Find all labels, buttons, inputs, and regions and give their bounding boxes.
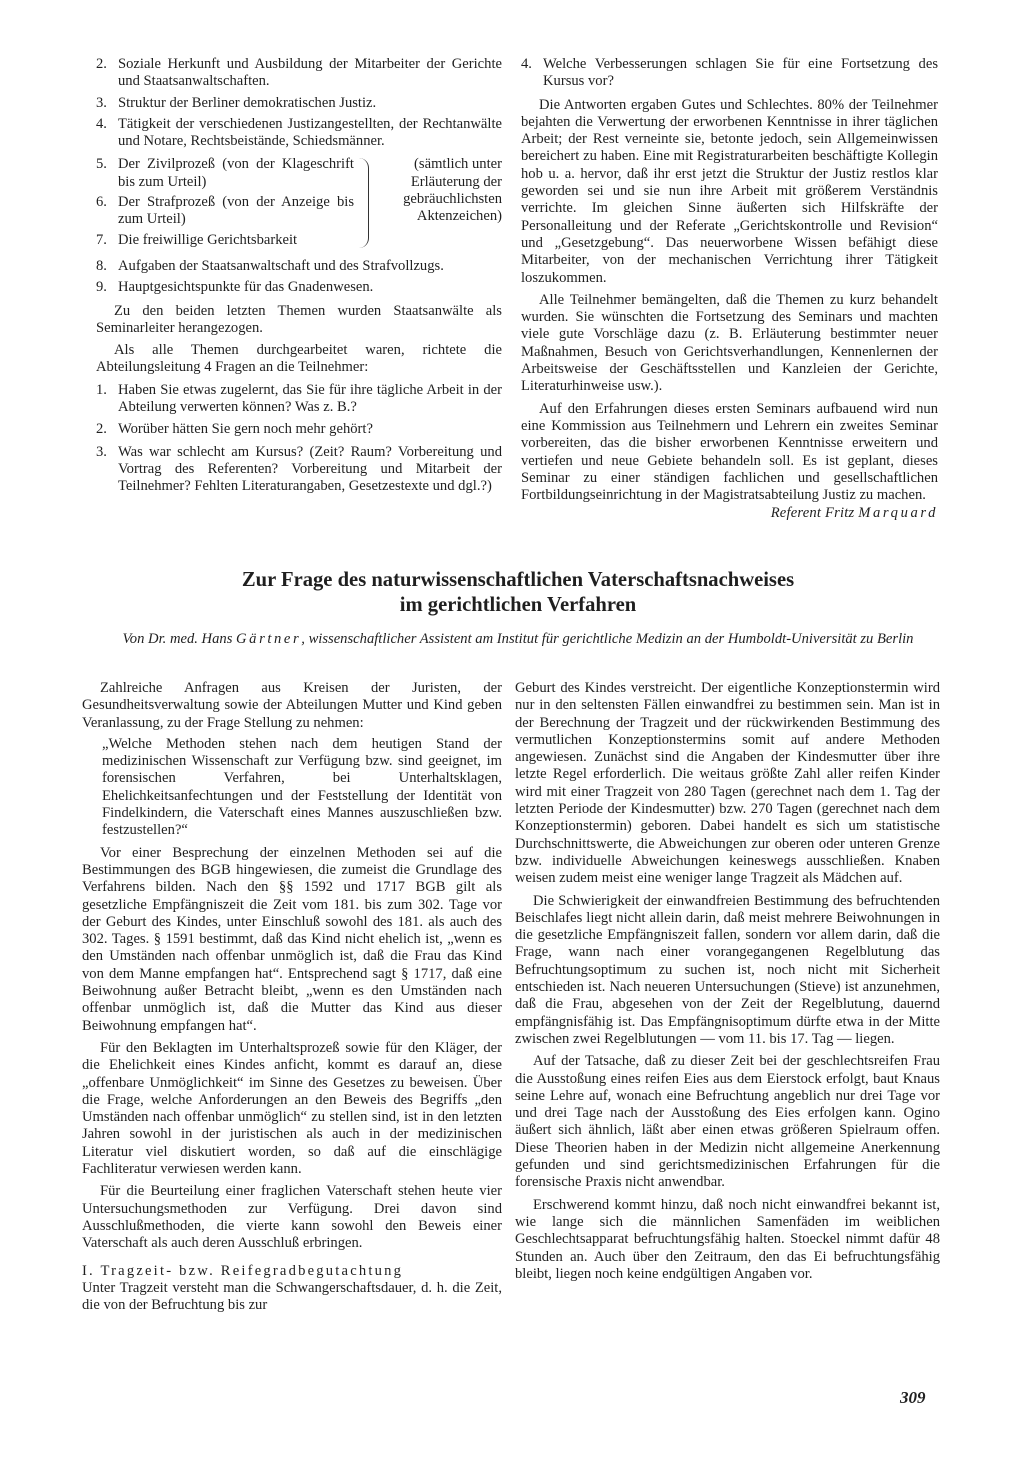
list-item: 6. Der Strafprozeß (von der Anzeige bis zum Urteil) (96, 194, 354, 228)
paragraph: Erschwerend kommt hinzu, daß noch nicht einwandfrei bekannt ist, wie lange sich die männlichen Samenfäden im weiblichen Geschlechtsapparat befruchtungsfähig halten. Stoeckel nimmt dafür 48 Stunden an. Auch über den Zeitraum, den das Ei befruchtungsfähig bleibt, liegen noch keine endgültigen Angaben vor. (515, 1196, 940, 1282)
bracket-items (96, 156, 354, 251)
list-item: 2. Soziale Herkunft und Ausbildung der Mitarbeiter der Gerichte und Staatsanwaltschaften. (96, 56, 502, 90)
paragraph: Als alle Themen durchgearbeitet waren, richtete die Abteilungsleitung 4 Fragen an die Teilnehmer: (96, 342, 502, 376)
article-left-column (82, 680, 502, 1314)
bracket-note: (sämtlich unter Erläuterung der gebräuchlichsten Aktenzeichen) (403, 156, 502, 225)
list-item: 1. Haben Sie etwas zugelernt, das Sie für ihre tägliche Arbeit in der Abteilung verwerten können? Was z. B.? (96, 381, 502, 416)
question-list (96, 382, 502, 496)
topic-list (96, 56, 502, 150)
curly-brace (354, 158, 369, 247)
paragraph: Vor einer Besprechung der einzelnen Methoden sei auf die Bestimmungen des BGB hingewiesen, die zumeist die Grundlage des Verfahrens bilden. Nach den §§ 1592 und 1717 BGB gilt als gesetzliche Empfängniszeit die Zeit vom 181. bis zum 302. Tage vor der Geburt des Kindes, unter Einschluß sowohl des 181. als auch des 302. Tages. § 1591 bestimmt, daß das Kind nicht ehelich ist, „wenn es den Umständen nach offenbar unmöglich ist, daß die Frau das Kind von dem Manne empfangen hat“. Entsprechend sagt § 1717, daß eine Beiwohnung außer Betracht bleibt, „wenn es den Umständen nach offenbar unmöglich ist, daß die Mutter das Kind aus dieser Beiwohnung empfangen hat“. (82, 844, 502, 1034)
page-number: 309 (900, 1388, 926, 1407)
list-item: 5. Der Zivilprozeß (von der Klageschrift bis zum Urteil) (96, 156, 354, 190)
list-item: 7. Die freiwillige Gerichtsbarkeit (96, 231, 298, 248)
list-item: 3. Struktur der Berliner demokratischen Justiz. (96, 94, 377, 111)
list-item: 9. Hauptgesichtspunkte für das Gnadenwesen. (96, 279, 374, 296)
paragraph: Die Antworten ergaben Gutes und Schlechtes. 80% der Teilnehmer bejahten die Verwertung der erworbenen Kenntnisse in ihrer täglichen Arbeit; der Rest verneinte sie, betonte jedoch, sein Allgemeinwissen bereichert zu haben. Eine mit Registraturarbeiten beschäftigte Kollegin hob u. a. hervor, daß ihr erst jetzt die Struktur der Justiz restlos klar geworden sei und sie nun ihre Arbeit mit größerem Verständnis verrichte. Im gleichen Sinne äußerten sich Hilfskräfte der Personalleitung und der Referate „Gerichtskontrolle und Revision“ und „Gesetzgebung“. Das neuerworbene Wissen befähigt diese Mitarbeiter, von der mechanischen Verrichtung ihrer Tätigkeit loszukommen. (521, 96, 938, 286)
block-quote: „Welche Methoden stehen nach dem heutigen Stand der medizinischen Wissenschaft zur Verfügung bzw. sind geeignet, im forensischen Verfahren, bei Unterhaltsklagen, Ehelichkeitsanfechtungen und der Feststellung der Identität von Findelkindern, die Vaterschaft eines Mannes auszuschließen bzw. festzustellen?“ (102, 735, 502, 839)
paragraph: Zahlreiche Anfragen aus Kreisen der Juristen, der Gesundheitsverwaltung sowie der Abteilungen Mutter und Kind geben Veranlassung, zu der Frage Stellung zu nehmen: (82, 680, 502, 731)
paragraph: Auf der Tatsache, daß zu dieser Zeit bei der geschlechtsreifen Frau die Ausstoßung eines reifen Eies aus dem Eierstock erfolgt, baut Knaus seine Lehre auf, wonach eine Befruchtung angeblich nur drei Tage vor und drei Tage nach der Ausstoßung des Eies erfolgen kann. Ogino äußert sich ähnlich, läßt aber einen etwas größeren Spielraum offen. Diese Theorien haben in der Medizin nicht allgemeine Anerkennung gefunden und sind gerichtsmedizinischen Erfahrungen für die forensische Praxis nicht anwendbar. (515, 1053, 940, 1191)
paragraph: Zu den beiden letzten Themen wurden Staatsanwälte als Seminarleiter herangezogen. (96, 302, 502, 336)
referent-signature: Referent Fritz Marquard (770, 505, 938, 522)
bracket-group (96, 156, 502, 251)
paragraph: Für den Beklagten im Unterhaltsprozeß sowie für den Kläger, der die Ehelichkeit eines Kindes anficht, kommt es darauf an, diese „offenbare Unmöglichkeit“ im Sinne des Gesetzes zu beweisen. Über die Frage, welche Anforderungen an den Beweis des Begriffs „den Umständen nach offenbar unmöglich“ zu stellen sind, ist in den letzten Jahren sowohl in der juristischen als auch in der medizinischen Literatur viel diskutiert worden, so daß auf die einschlägige Fachliteratur verwiesen werden kann. (82, 1039, 502, 1178)
topic-list-continued (96, 258, 502, 297)
top-right-column (521, 56, 938, 523)
top-left-column (96, 56, 502, 502)
paragraph: Alle Teilnehmer bemängelten, daß die Themen zu kurz behandelt wurden. Sie wünschten die Fortsetzung des Seminars und machten viele gute Vorschläge dazu (z. B. Erläuterung bestimmter neuer Maßnahmen, Besuch von Gerichtsverhandlungen, Kennenlernen der Arbeitsweise der Geschäftsstellen und Kanzleien der Gerichte, Literaturhinweise usw.). (521, 291, 938, 395)
paragraph: Die Schwierigkeit der einwandfreien Bestimmung des befruchtenden Beischlafes liegt nicht allein darin, daß meist mehrere Beiwohnungen in die gesetzliche Empfängniszeit fallen, sondern vor allem darin, daß die Frage, wann nach einer vorangegangenen Regelblutung das Befruchtungsoptimum zu suchen ist, noch nicht mit Sicherheit entschieden ist. Nach neueren Untersuchungen (Stieve) ist anzunehmen, daß die Frau, abgesehen von der Zeit der Regelblutung, dauernd empfängnisfähig ist. Das Empfängnisoptimum dürfte etwa in der Mitte zwischen zwei Regelblutungen — vom 11. bis 17. Tag — liegen. (515, 892, 940, 1047)
list-item: 3. Was war schlecht am Kursus? (Zeit? Raum? Vorbereitung und Vortrag des Referenten? Vorbereitung und Mitarbeit der Teilnehmer? Fehlten Literaturangaben, Gesetzestexte und dgl.?) (96, 443, 502, 495)
list-item: 2. Worüber hätten Sie gern noch mehr gehört? (96, 421, 373, 438)
question-list-continued (521, 56, 938, 91)
article-title: Zur Frage des naturwissenschaftlichen Vaterschaftsnachweises im gerichtlichen Verfahren (241, 569, 795, 616)
section-heading: I. Tragzeit- bzw. Reifegradbegutachtung (82, 1262, 404, 1279)
list-item: 4. Welche Verbesserungen schlagen Sie für eine Fortsetzung des Kursus vor? (521, 56, 938, 90)
paragraph: Für die Beurteilung einer fraglichen Vaterschaft stehen heute vier Untersuchungsmethoden zur Verfügung. Drei davon sind Ausschlußmethoden, die vierte kann sowohl den Beweis einer Vaterschaft als auch deren Ausschluß erbringen. (82, 1183, 502, 1252)
paragraph: Unter Tragzeit versteht man die Schwangerschaftsdauer, d. h. die Zeit, die von der Befruchtung bis zur (82, 1279, 502, 1314)
article-right-column (515, 680, 940, 1283)
paragraph: Geburt des Kindes verstreicht. Der eigentliche Konzeptionstermin wird nur in den seltensten Fällen einwandfrei zu bestimmen sein. Man ist in der Berechnung der Tragzeit und der rückwirkenden Bestimmung des vermutlichen Konzeptionstermins somit auf andere Methoden angewiesen. Zunächst sind die Angaben der Kindesmutter über ihre letzte Regel erforderlich. Die weitaus größte Zahl aller reifen Kinder wird mit einer Tragzeit von 280 Tagen (gerechnet nach dem 1. Tag der letzten Periode der Kindesmutter) bzw. 270 Tagen (gerechnet nach dem Konzeptionstermin) geboren. Dabei handelt es sich um statistische Durchschnittswerte, die Abweichungen zur oberen oder unteren Grenze bzw. individuelle Abweichungen keineswegs ausschließen. Knaben weisen zudem meist eine weniger lange Tragzeit als Mädchen auf. (515, 680, 940, 887)
paragraph: Auf den Erfahrungen dieses ersten Seminars aufbauend wird nun eine Kommission aus Teilnehmern und Lehrern ein zweites Seminar vorbereiten, das die bisher erworbenen Kenntnisse erweitern und vertiefen und neue Gebiete behandeln soll. Es ist geplant, dieses Seminar zu einer ständigen fachlichen und gesellschaftlichen Fortbildungseinrichtung in der Magistratsabteilung Justiz zu machen. (521, 400, 938, 504)
list-item: 8. Aufgaben der Staatsanwaltschaft und des Strafvollzugs. (96, 257, 444, 274)
article-byline: Von Dr. med. Hans Gärtner, wissenschaftlicher Assistent am Institut für gerichtliche Medizin an der Humboldt-Universität zu Berlin (122, 631, 914, 647)
list-item: 4. Tätigkeit der verschiedenen Justizangestellten, der Rechtanwälte und Notare, Rechtsbeistände, Schiedsmänner. (96, 115, 502, 150)
author-name: Gärtner (236, 631, 302, 647)
